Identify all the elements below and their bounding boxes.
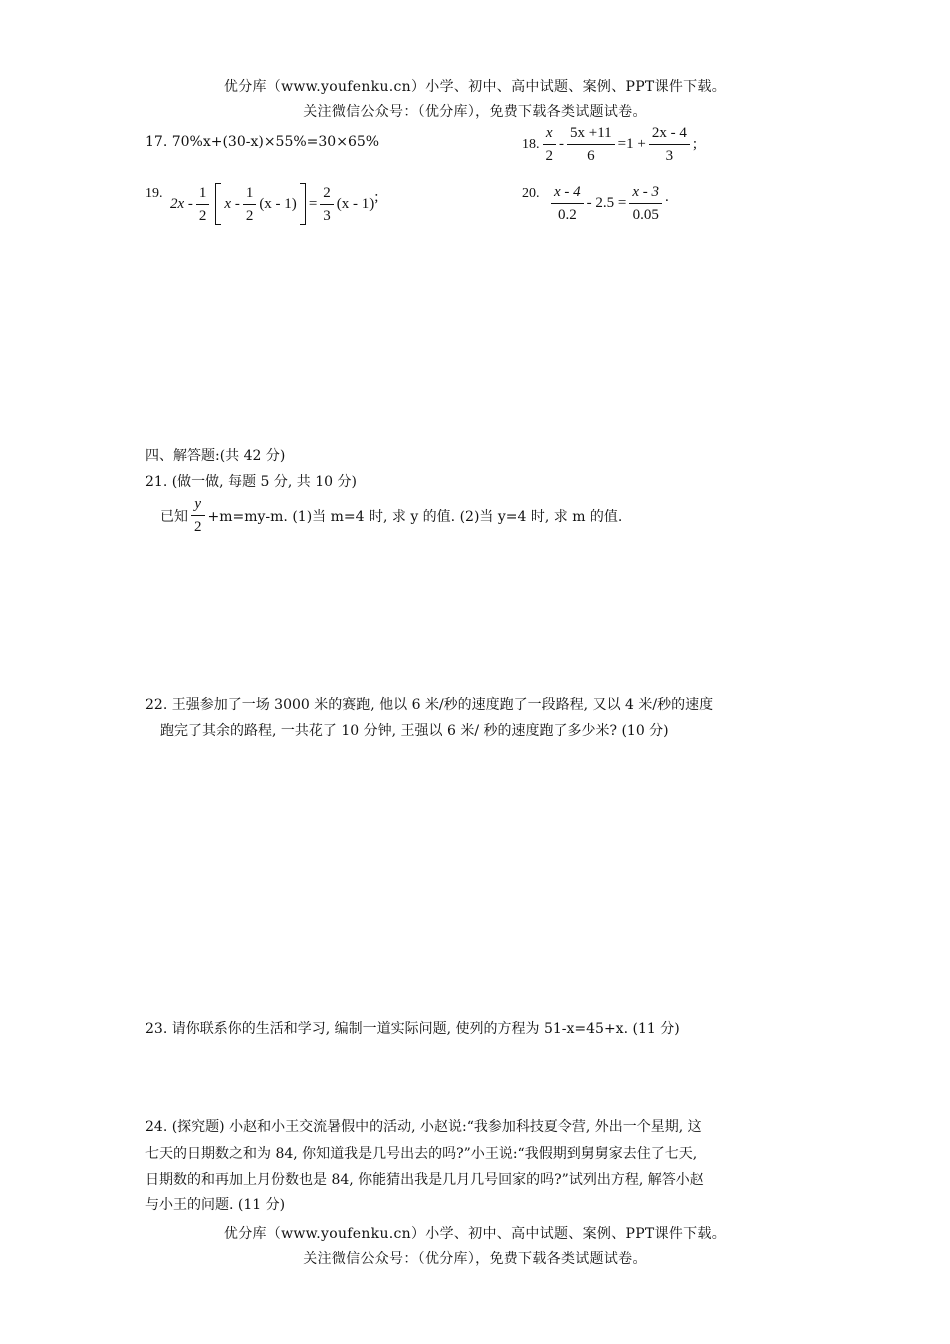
q18-f3-denominator: 3 bbox=[665, 148, 674, 164]
q20-fraction-2 bbox=[629, 183, 662, 224]
right-bracket bbox=[300, 183, 306, 225]
q18-equals: =1 + bbox=[617, 136, 646, 152]
q19-f1-denominator: 2 bbox=[198, 207, 207, 224]
question-22-line-1: 22. 王强参加了一场 3000 米的赛跑, 他以 6 米/秒的速度跑了一段路程, 又以 4 米/秒的速度 bbox=[145, 697, 714, 713]
q18-f1-numerator: x bbox=[543, 124, 557, 145]
q21-fraction bbox=[191, 495, 205, 536]
q18-end: ; bbox=[692, 136, 697, 152]
q19-fraction-3 bbox=[320, 184, 334, 225]
q19-term-a: 2x - bbox=[170, 195, 193, 212]
q20-fraction-1 bbox=[551, 183, 584, 224]
footer-line-2: 关注微信公众号：（优分库），免费下载各类试题试卷。 bbox=[303, 1251, 647, 1267]
header-line-1: 优分库（www.youfenku.cn）小学、初中、高中试题、案例、PPT课件下载。 bbox=[223, 79, 727, 95]
q19-f1-numerator: 1 bbox=[196, 184, 210, 205]
q19-fraction-2 bbox=[243, 184, 257, 225]
question-21-intro: 21. (做一做, 每题 5 分, 共 10 分) bbox=[145, 474, 357, 490]
question-19 bbox=[170, 183, 378, 225]
q20-label: 20. bbox=[522, 186, 540, 201]
q19-f3-numerator: 2 bbox=[320, 184, 334, 205]
q20-end: . bbox=[665, 189, 669, 205]
footer-line-1: 优分库（www.youfenku.cn）小学、初中、高中试题、案例、PPT课件下载。 bbox=[223, 1226, 727, 1242]
q21-denominator: 2 bbox=[194, 519, 202, 535]
header-line-2: 关注微信公众号：（优分库），免费下载各类试题试卷。 bbox=[303, 104, 647, 120]
q20-f2-denominator: 0.05 bbox=[632, 207, 659, 223]
q21-rest: +m=my-m. (1)当 m=4 时, 求 y 的值. (2)当 y=4 时, 求 m 的值. bbox=[207, 508, 623, 525]
q18-fraction-2 bbox=[567, 124, 615, 165]
question-17: 17. 70%x+(30-x)×55%=30×65% bbox=[145, 134, 380, 150]
question-24-line-3: 日期数的和再加上月份数也是 84, 你能猜出我是几月几号回家的吗?”试列出方程, 解答小赵 bbox=[145, 1172, 704, 1188]
q18-minus: - bbox=[559, 136, 564, 152]
q20-f1-numerator: x - 4 bbox=[551, 183, 584, 204]
q19-fraction-1 bbox=[196, 184, 210, 225]
q20-f1-denominator: 0.2 bbox=[557, 207, 577, 223]
q19-term-b: x - bbox=[224, 195, 240, 212]
q19-term-d: (x - 1) bbox=[336, 195, 375, 212]
question-21 bbox=[160, 495, 622, 536]
question-22-line-2: 跑完了其余的路程, 一共花了 10 分钟, 王强以 6 米/ 秒的速度跑了多少米? (10 分) bbox=[160, 723, 669, 739]
q20-f2-numerator: x - 3 bbox=[629, 183, 662, 204]
q18-f3-numerator: 2x - 4 bbox=[649, 124, 690, 145]
q21-numerator: y bbox=[191, 495, 205, 516]
q19-equals: = bbox=[308, 195, 318, 212]
q18-f2-numerator: 5x +11 bbox=[567, 124, 615, 145]
section-4-title: 四、解答题:(共 42 分) bbox=[145, 448, 286, 464]
question-18 bbox=[522, 124, 697, 165]
question-20 bbox=[548, 183, 669, 224]
q21-prefix: 已知 bbox=[160, 508, 188, 525]
q18-fraction-3 bbox=[649, 124, 690, 165]
question-24-line-1: 24. (探究题) 小赵和小王交流暑假中的活动, 小赵说:“我参加科技夏令营, 外出一个星期, 这 bbox=[145, 1119, 702, 1135]
question-23: 23. 请你联系你的生活和学习, 编制一道实际问题, 使列的方程为 51-x=45+x. (11 分) bbox=[145, 1021, 680, 1037]
q19-term-c: (x - 1) bbox=[259, 195, 297, 212]
q19-end: ; bbox=[374, 189, 379, 205]
q19-f3-denominator: 3 bbox=[323, 207, 331, 224]
q20-middle: - 2.5 = bbox=[586, 195, 627, 211]
q18-fraction-1 bbox=[543, 124, 557, 165]
question-24-line-2: 七天的日期数之和为 84, 你知道我是几号出去的吗?”小王说:“我假期到舅舅家去住了七天, bbox=[145, 1146, 698, 1162]
q19-label: 19. bbox=[145, 186, 163, 201]
left-bracket bbox=[215, 183, 221, 225]
q19-f2-denominator: 2 bbox=[245, 207, 254, 224]
q18-label: 18. bbox=[522, 136, 540, 152]
q19-f2-numerator: 1 bbox=[243, 184, 257, 205]
q18-f1-denominator: 2 bbox=[545, 148, 553, 164]
q18-f2-denominator: 6 bbox=[587, 148, 595, 164]
question-24-line-4: 与小王的问题. (11 分) bbox=[145, 1197, 286, 1213]
